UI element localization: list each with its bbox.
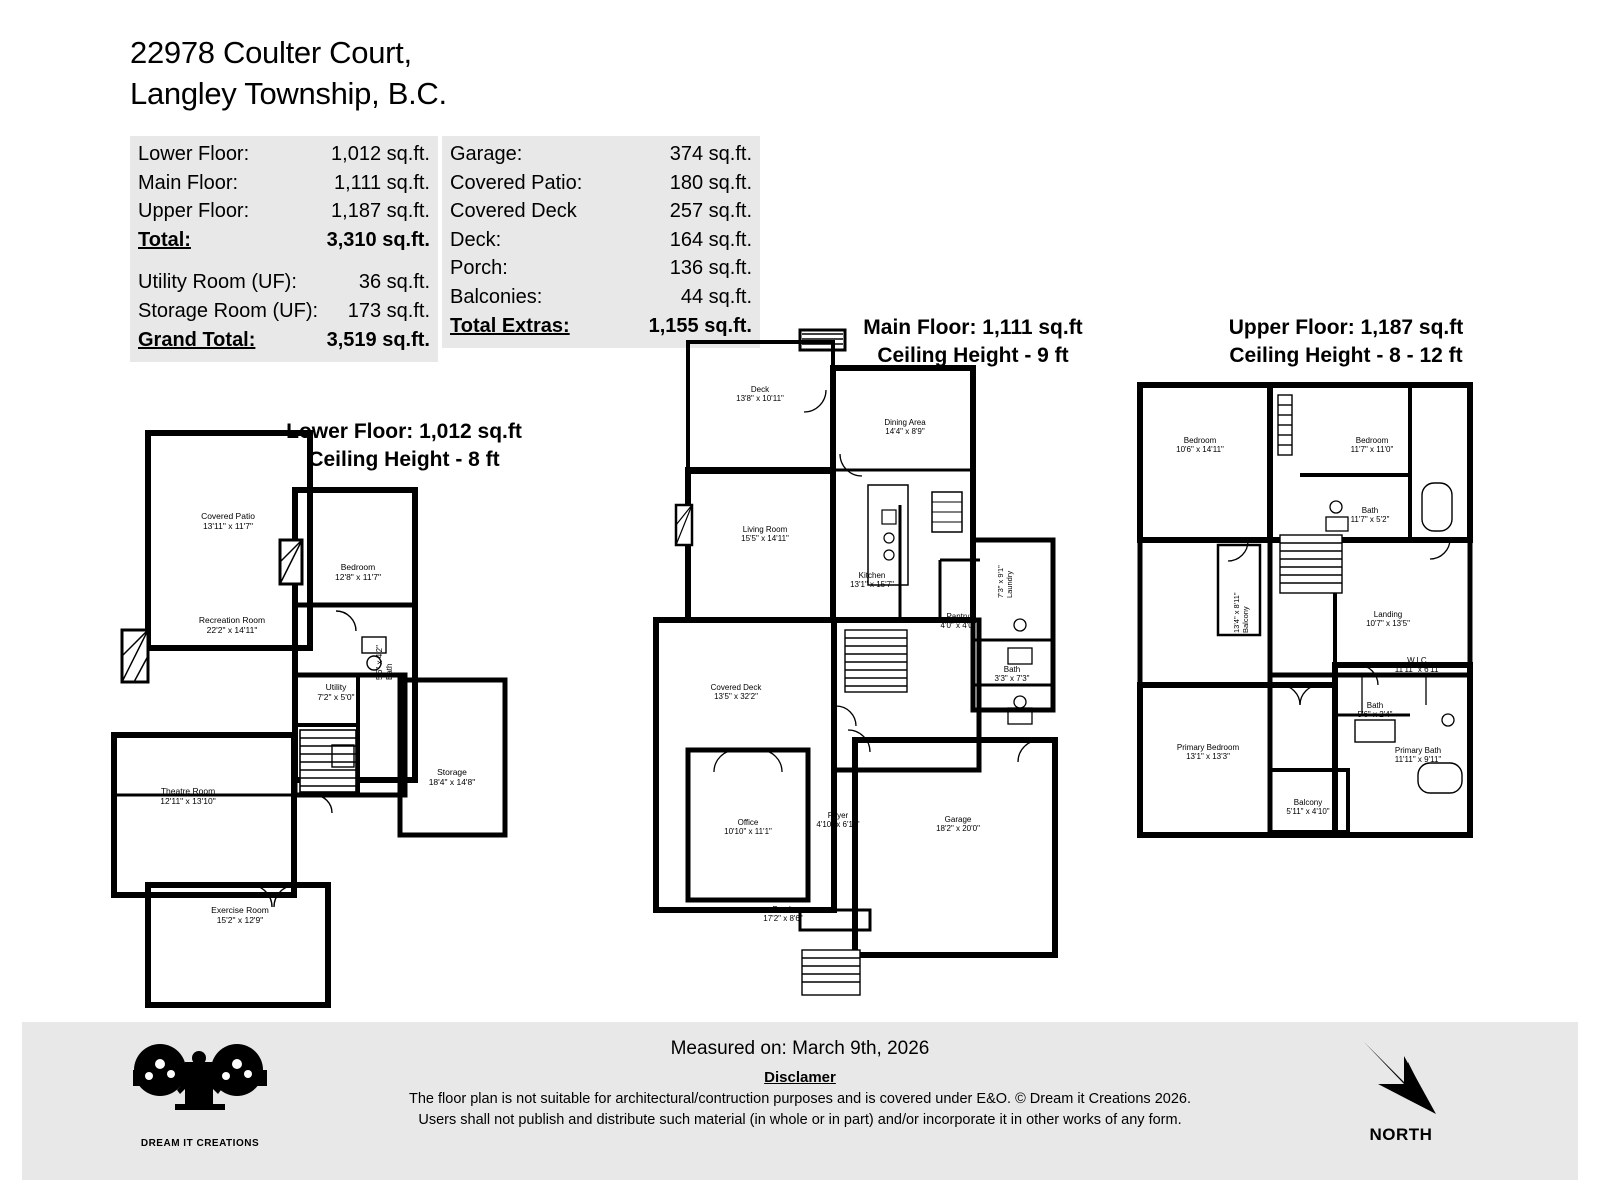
- room-dim: 17'2" x 8'6": [763, 914, 803, 923]
- row-value: 164 sq.ft.: [669, 228, 752, 251]
- main-floor-area: Main Floor: 1,111 sq.ft: [863, 316, 1083, 339]
- room-name: Dining Area: [884, 418, 926, 427]
- room-dim: 11'7" x 11'0": [1350, 445, 1394, 454]
- room-dim: 5'6" x 2'4": [1357, 710, 1393, 719]
- room-name: Bath: [1361, 506, 1379, 515]
- room-dim: 5'11" x 4'10": [1286, 807, 1330, 816]
- company-logo: [110, 1040, 290, 1149]
- row-label: Grand Total:: [138, 328, 256, 351]
- room-dim: 15'2" x 12'9": [216, 915, 264, 925]
- table-row: [442, 283, 760, 312]
- room-name: Porch: [772, 905, 794, 914]
- table-row: [442, 226, 760, 255]
- row-label: Total:: [138, 228, 191, 251]
- main-floor-ceiling: Ceiling Height - 9 ft: [877, 344, 1069, 368]
- row-label: Garage:: [450, 143, 523, 165]
- room-name: Primary Bath: [1394, 746, 1442, 755]
- upper-floor-heading: [1196, 314, 1496, 371]
- room-dim: 10'7" x 13'5": [1366, 619, 1410, 628]
- table-row: [442, 169, 760, 198]
- room-dim: 10'6" x 14'11": [1176, 445, 1224, 454]
- row-value: 257 sq.ft.: [669, 200, 752, 223]
- room-name: Utility: [325, 682, 347, 692]
- room-name: Deck: [750, 385, 770, 394]
- room-dim: 7'2" x 5'0": [317, 692, 355, 702]
- room-name: W.I.C.: [1407, 656, 1429, 665]
- room-dim: 4'0" x 4'0": [940, 621, 976, 630]
- room-dim: 18'4" x 14'8": [428, 777, 476, 787]
- room-name: Living Room: [742, 525, 788, 534]
- room-dim: 13'1" x 15'7": [850, 580, 894, 589]
- room-name: Foyer: [827, 811, 849, 820]
- lower-floor-ceiling: Ceiling Height - 8 ft: [308, 448, 500, 472]
- disclaimer-heading: Disclamer: [764, 1069, 836, 1086]
- room-name: Bath: [1003, 665, 1021, 674]
- room-name: Theatre Room: [160, 786, 216, 796]
- disclaimer-body: [330, 1089, 1270, 1130]
- disclaimer-line-1: The floor plan is not suitable for architectural/contruction purposes and is covered under E&O. © Dream it Creations 2026.: [408, 1091, 1191, 1107]
- row-label: Lower Floor:: [138, 143, 250, 165]
- room-name: Exercise Room: [211, 905, 269, 915]
- measured-date: Measured on: March 9th, 2026: [670, 1038, 930, 1059]
- room-dim: 10'10" x 11'1": [724, 827, 772, 836]
- north-arrow-icon: [1346, 1036, 1456, 1118]
- room-name: Balcony: [1241, 606, 1250, 633]
- main-floor-plan: [640, 310, 1080, 1000]
- row-value: 1,012 sq.ft.: [331, 143, 430, 165]
- room-dim: 4'10" x 6'11": [816, 820, 860, 829]
- table-row: [130, 268, 438, 297]
- room-dim: 7'3" x 9'1": [996, 565, 1005, 598]
- lower-floor-area: Lower Floor: 1,012 sq.ft: [286, 420, 522, 443]
- room-dim: 12'8" x 11'7": [335, 572, 381, 582]
- row-value: 1,155 sq.ft.: [648, 314, 752, 337]
- table-row: [442, 140, 760, 169]
- disclaimer-line-2: Users shall not publish and distribute such material (in whole or in part) and/or incorporate it in other works of any form.: [418, 1111, 1182, 1128]
- room-dim: 11'11" x 6'11": [1394, 665, 1442, 674]
- film-reel-logo-icon: [115, 1040, 285, 1135]
- room-name: Kitchen: [858, 571, 886, 580]
- room-dim: 11'11" x 9'11": [1394, 755, 1442, 764]
- row-value: 136 sq.ft.: [669, 257, 752, 280]
- row-label: Covered Deck: [450, 200, 577, 223]
- row-value: 1,187 sq.ft.: [331, 200, 430, 223]
- table-row: [442, 197, 760, 226]
- room-name: Balcony: [1293, 798, 1323, 807]
- room-name: Office: [737, 818, 759, 827]
- room-dim: 13'5" x 32'2": [714, 692, 758, 701]
- table-row: [130, 140, 438, 169]
- room-name: Covered Patio: [201, 511, 255, 521]
- row-value: 44 sq.ft.: [680, 285, 752, 308]
- room-dim: 18'2" x 20'0": [936, 824, 980, 833]
- lower-floor-plan: [100, 415, 530, 1015]
- table-row: [130, 297, 438, 326]
- room-name: Bedroom: [1355, 436, 1389, 445]
- room-dim: 13'4" x 8'11": [1232, 592, 1241, 633]
- room-name: Laundry: [1005, 570, 1014, 598]
- room-dim: 14'4" x 8'9": [885, 427, 925, 436]
- table-row: [130, 197, 438, 226]
- table-row: [442, 254, 760, 283]
- room-name: Garage: [944, 815, 972, 824]
- row-label: Utility Room (UF):: [138, 271, 297, 294]
- room-dim: 12'11" x 13'10": [160, 796, 216, 806]
- room-name: Recreation Room: [198, 615, 266, 625]
- room-dim: 3'3" x 7'3": [994, 674, 1030, 683]
- row-label: Storage Room (UF):: [138, 299, 319, 322]
- row-value: 374 sq.ft.: [669, 143, 752, 165]
- row-value: 3,519 sq.ft.: [326, 328, 430, 351]
- north-label: NORTH: [1369, 1125, 1433, 1144]
- room-name: Bath: [385, 663, 394, 680]
- room-dim: 13'11" x 11'7": [202, 521, 254, 531]
- upper-floor-ceiling: Ceiling Height - 8 - 12 ft: [1229, 344, 1463, 368]
- room-dim: 5'6" x 4'2": [375, 645, 384, 680]
- page-title: [130, 32, 447, 114]
- room-name: Bedroom: [1183, 436, 1217, 445]
- logo-company-name: DREAM IT CREATIONS: [140, 1138, 260, 1149]
- table-row: [130, 169, 438, 198]
- north-indicator: [1328, 1036, 1474, 1145]
- title-line-2: Langley Township, B.C.: [130, 76, 447, 112]
- room-dim: 13'8" x 10'11": [736, 394, 784, 403]
- room-name: Covered Deck: [710, 683, 762, 692]
- room-dim: 15'5" x 14'11": [741, 534, 789, 543]
- room-name: Storage: [437, 767, 467, 777]
- row-label: Main Floor:: [138, 171, 239, 194]
- row-value: 1,111 sq.ft.: [334, 171, 430, 194]
- room-name: Bedroom: [340, 562, 376, 572]
- row-label: Balconies:: [450, 285, 543, 308]
- room-dim: 13'1" x 13'3": [1186, 752, 1230, 761]
- room-dim: 22'2" x 14'11": [206, 625, 258, 635]
- row-value: 173 sq.ft.: [347, 299, 430, 322]
- room-dim: 11'7" x 5'2": [1350, 515, 1390, 524]
- row-value: 3,310 sq.ft.: [326, 228, 430, 251]
- row-value: 180 sq.ft.: [669, 171, 752, 194]
- area-summary-table-left: [130, 136, 438, 362]
- row-value: 36 sq.ft.: [358, 271, 430, 294]
- table-row-total: [130, 226, 438, 255]
- row-label: Deck:: [450, 228, 502, 251]
- footer-text-block: [330, 1038, 1270, 1130]
- title-line-1: 22978 Coulter Court,: [130, 35, 412, 70]
- row-label: Total Extras:: [450, 314, 570, 337]
- upper-floor-plan: [1130, 375, 1480, 845]
- room-name: Landing: [1373, 610, 1403, 619]
- room-name: Primary Bedroom: [1176, 743, 1240, 752]
- row-label: Upper Floor:: [138, 200, 250, 223]
- room-name: Pantry: [946, 612, 970, 621]
- row-label: Porch:: [450, 257, 508, 280]
- table-row-grand-total: [130, 326, 438, 355]
- row-label: Covered Patio:: [450, 171, 583, 194]
- upper-floor-area: Upper Floor: 1,187 sq.ft: [1228, 316, 1464, 339]
- room-name: Bath: [1366, 701, 1384, 710]
